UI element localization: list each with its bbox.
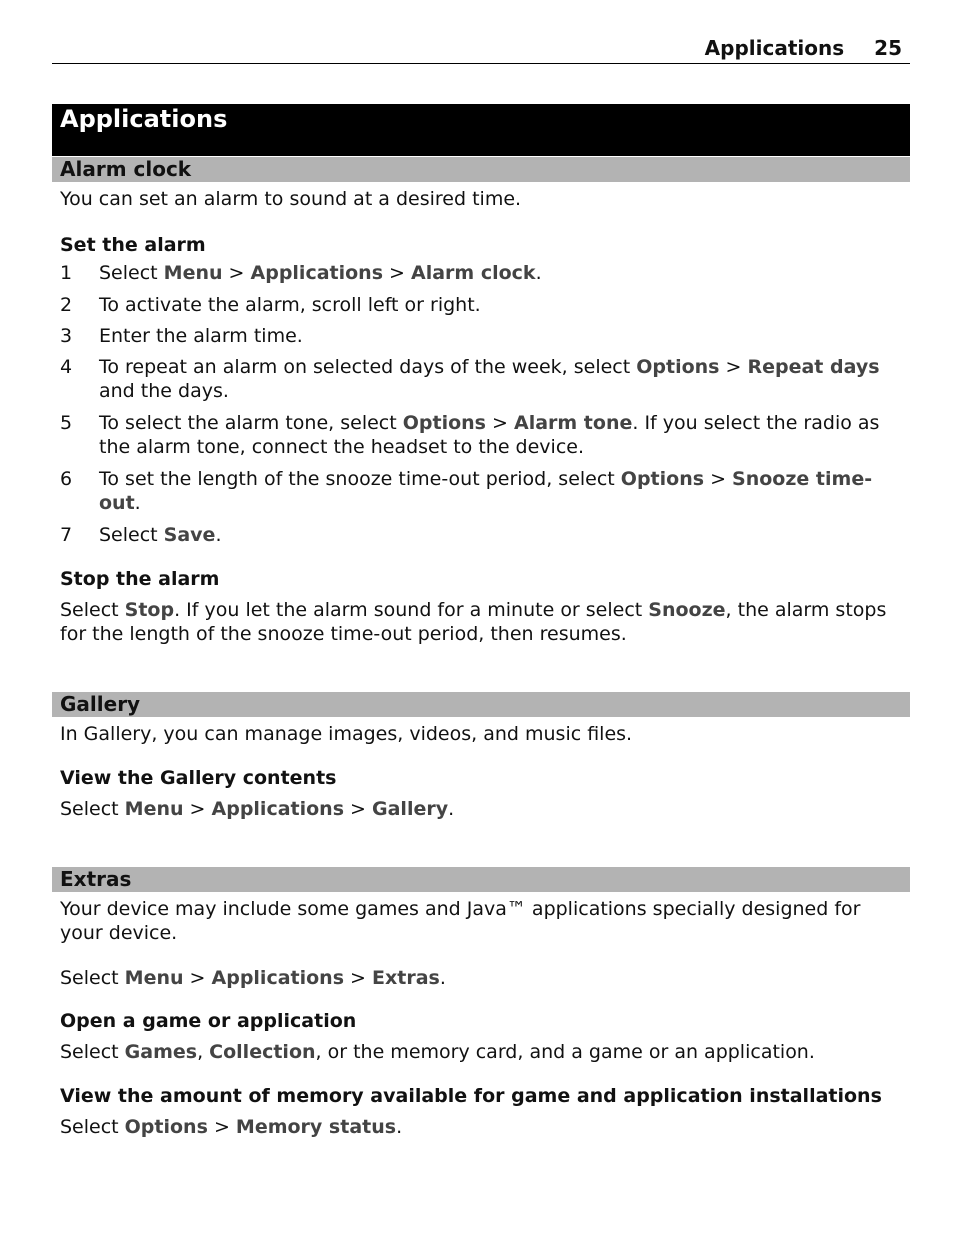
step-text: To set the length of the snooze time-out period, select Options > Snooze time-out. (99, 468, 873, 514)
stop-alarm-text: Select Stop. If you let the alarm sound for a minute or select Snooze, the alarm stops for the length of the snooze time-out period, then resumes. (60, 599, 887, 645)
section-heading-extras: Extras (52, 867, 910, 892)
step-text: Select Menu > Applications > Alarm clock. (99, 262, 542, 284)
alarm-intro: You can set an alarm to sound at a desired time. (60, 188, 522, 210)
collection-ref: Collection (209, 1041, 316, 1063)
header-rule (52, 63, 910, 64)
step-text: To activate the alarm, scroll left or right. (99, 294, 481, 316)
applications-ref: Applications (211, 967, 345, 989)
subheading-view-gallery: View the Gallery contents (60, 767, 337, 789)
snooze-ref: Snooze (648, 599, 726, 621)
subheading-set-alarm: Set the alarm (60, 234, 206, 256)
step-number: 6 (60, 468, 73, 490)
repeat-days-ref: Repeat days (747, 356, 880, 378)
alarm-tone-ref: Alarm tone (513, 412, 633, 434)
options-ref: Options (402, 412, 486, 434)
subheading-stop-alarm: Stop the alarm (60, 568, 220, 590)
section-heading-gallery: Gallery (52, 692, 910, 717)
memory-status-ref: Memory status (235, 1116, 397, 1138)
subheading-memory-status: View the amount of memory available for game and application installations (60, 1085, 882, 1107)
step-number: 2 (60, 294, 73, 316)
step-text: To repeat an alarm on selected days of the week, select Options > Repeat days and the days. (99, 356, 880, 402)
alarm-clock-ref: Alarm clock (411, 262, 536, 284)
extras-intro: Your device may include some games and Java™ applications specially designed for your device. (60, 898, 861, 944)
games-ref: Games (124, 1041, 198, 1063)
running-header-title: Applications (704, 36, 845, 60)
subheading-open-game: Open a game or application (60, 1010, 357, 1032)
gallery-select-text: Select Menu > Applications > Gallery. (60, 798, 455, 820)
step-number: 3 (60, 325, 73, 347)
step-text: Enter the alarm time. (99, 325, 303, 347)
step-number: 4 (60, 356, 73, 378)
menu-ref: Menu (163, 262, 223, 284)
running-header (705, 36, 902, 60)
applications-ref: Applications (250, 262, 384, 284)
options-ref: Options (636, 356, 720, 378)
step-number: 1 (60, 262, 73, 284)
chapter-title: Applications (52, 104, 910, 156)
save-ref: Save (163, 524, 216, 546)
applications-ref: Applications (211, 798, 345, 820)
step-number: 5 (60, 412, 73, 434)
step-text: Select Save. (99, 524, 222, 546)
section-heading-alarm-clock: Alarm clock (52, 157, 910, 182)
gallery-intro: In Gallery, you can manage images, videos, and music files. (60, 723, 633, 745)
extras-select-text: Select Menu > Applications > Extras. (60, 967, 446, 989)
options-ref: Options (124, 1116, 208, 1138)
gallery-ref: Gallery (372, 798, 449, 820)
menu-ref: Menu (124, 798, 184, 820)
options-ref: Options (620, 468, 705, 490)
step-text: To select the alarm tone, select Options > Alarm tone. If you select the radio as the alarm tone, connect the headset to the device. (99, 412, 880, 458)
extras-ref: Extras (372, 967, 440, 989)
stop-ref: Stop (124, 599, 175, 621)
step-number: 7 (60, 524, 73, 546)
memory-status-text: Select Options > Memory status. (60, 1116, 403, 1138)
page-number: 25 (874, 36, 902, 60)
snooze-time-out-ref: Snooze time-out (99, 468, 873, 514)
menu-ref: Menu (124, 967, 184, 989)
open-game-text: Select Games, Collection, or the memory card, and a game or an application. (60, 1041, 815, 1063)
